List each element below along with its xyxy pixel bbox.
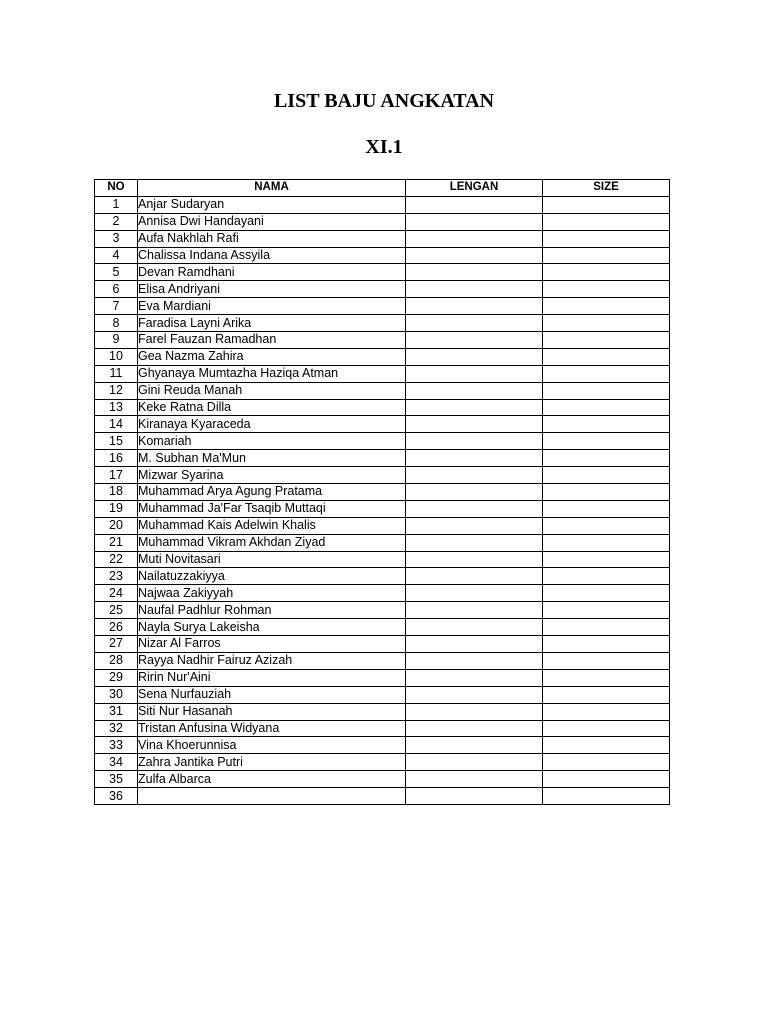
cell-nama: Gea Nazma Zahira bbox=[138, 348, 406, 365]
cell-nama: Ghyanaya Mumtazha Haziqa Atman bbox=[138, 365, 406, 382]
cell-no: 30 bbox=[95, 686, 138, 703]
roster-table bbox=[94, 179, 670, 805]
cell-nama: Kiranaya Kyaraceda bbox=[138, 416, 406, 433]
cell-nama: Muhammad Kais Adelwin Khalis bbox=[138, 517, 406, 534]
page-title: LIST BAJU ANGKATAN bbox=[273, 90, 495, 112]
cell-size bbox=[543, 652, 670, 669]
table-row bbox=[95, 281, 670, 298]
cell-nama: Ririn Nur'Aini bbox=[138, 669, 406, 686]
cell-size bbox=[543, 619, 670, 636]
cell-lengan bbox=[406, 264, 543, 281]
cell-lengan bbox=[406, 636, 543, 653]
cell-lengan bbox=[406, 467, 543, 484]
cell-no: 6 bbox=[95, 281, 138, 298]
cell-no: 27 bbox=[95, 636, 138, 653]
table-row bbox=[95, 551, 670, 568]
cell-nama: Nailatuzzakiyya bbox=[138, 568, 406, 585]
cell-size bbox=[543, 298, 670, 315]
cell-lengan bbox=[406, 534, 543, 551]
table-row bbox=[95, 196, 670, 213]
cell-nama: Mizwar Syarina bbox=[138, 467, 406, 484]
table-row bbox=[95, 298, 670, 315]
cell-lengan bbox=[406, 281, 543, 298]
cell-no: 10 bbox=[95, 348, 138, 365]
cell-size bbox=[543, 416, 670, 433]
cell-size bbox=[543, 517, 670, 534]
cell-no: 21 bbox=[95, 534, 138, 551]
table-row bbox=[95, 365, 670, 382]
cell-nama: Chalissa Indana Assyila bbox=[138, 247, 406, 264]
cell-size bbox=[543, 196, 670, 213]
cell-size bbox=[543, 585, 670, 602]
cell-no: 26 bbox=[95, 619, 138, 636]
cell-nama: Muhammad Vikram Akhdan Ziyad bbox=[138, 534, 406, 551]
cell-lengan bbox=[406, 517, 543, 534]
cell-nama: Zulfa Albarca bbox=[138, 771, 406, 788]
cell-no: 29 bbox=[95, 669, 138, 686]
table-row bbox=[95, 602, 670, 619]
cell-nama: Devan Ramdhani bbox=[138, 264, 406, 281]
table-row bbox=[95, 703, 670, 720]
cell-lengan bbox=[406, 247, 543, 264]
header-size: SIZE bbox=[543, 180, 670, 197]
cell-size bbox=[543, 382, 670, 399]
cell-nama: Eva Mardiani bbox=[138, 298, 406, 315]
table-row bbox=[95, 754, 670, 771]
cell-nama: Zahra Jantika Putri bbox=[138, 754, 406, 771]
cell-no: 7 bbox=[95, 298, 138, 315]
table-body bbox=[95, 196, 670, 804]
cell-no: 23 bbox=[95, 568, 138, 585]
class-subtitle: XI.1 bbox=[365, 136, 403, 158]
cell-no: 12 bbox=[95, 382, 138, 399]
cell-no: 5 bbox=[95, 264, 138, 281]
cell-nama: Elisa Andriyani bbox=[138, 281, 406, 298]
table-row bbox=[95, 484, 670, 501]
cell-lengan bbox=[406, 450, 543, 467]
cell-nama: Faradisa Layni Arika bbox=[138, 315, 406, 332]
cell-lengan bbox=[406, 382, 543, 399]
table-row bbox=[95, 247, 670, 264]
cell-nama: Aufa Nakhlah Rafi bbox=[138, 230, 406, 247]
cell-size bbox=[543, 703, 670, 720]
cell-size bbox=[543, 230, 670, 247]
cell-lengan bbox=[406, 754, 543, 771]
cell-lengan bbox=[406, 433, 543, 450]
cell-lengan bbox=[406, 652, 543, 669]
cell-no: 35 bbox=[95, 771, 138, 788]
cell-lengan bbox=[406, 230, 543, 247]
cell-nama: Muhammad Arya Agung Pratama bbox=[138, 484, 406, 501]
cell-lengan bbox=[406, 788, 543, 805]
cell-size bbox=[543, 433, 670, 450]
cell-no: 32 bbox=[95, 720, 138, 737]
cell-size bbox=[543, 332, 670, 349]
table-row bbox=[95, 315, 670, 332]
table-row bbox=[95, 636, 670, 653]
header-nama: NAMA bbox=[138, 180, 406, 197]
cell-nama: Nizar Al Farros bbox=[138, 636, 406, 653]
cell-no: 24 bbox=[95, 585, 138, 602]
table-row bbox=[95, 771, 670, 788]
cell-no: 1 bbox=[95, 196, 138, 213]
table-row bbox=[95, 568, 670, 585]
cell-nama: Farel Fauzan Ramadhan bbox=[138, 332, 406, 349]
cell-size bbox=[543, 568, 670, 585]
cell-nama: Muhammad Ja'Far Tsaqib Muttaqi bbox=[138, 500, 406, 517]
cell-size bbox=[543, 247, 670, 264]
table-row bbox=[95, 332, 670, 349]
table-row bbox=[95, 517, 670, 534]
cell-lengan bbox=[406, 737, 543, 754]
table-row bbox=[95, 737, 670, 754]
cell-lengan bbox=[406, 213, 543, 230]
cell-no: 19 bbox=[95, 500, 138, 517]
table-row bbox=[95, 585, 670, 602]
cell-size bbox=[543, 348, 670, 365]
table-row bbox=[95, 788, 670, 805]
cell-nama: Rayya Nadhir Fairuz Azizah bbox=[138, 652, 406, 669]
cell-lengan bbox=[406, 315, 543, 332]
cell-no: 13 bbox=[95, 399, 138, 416]
table-row bbox=[95, 348, 670, 365]
cell-nama bbox=[138, 788, 406, 805]
cell-lengan bbox=[406, 585, 543, 602]
cell-size bbox=[543, 264, 670, 281]
cell-lengan bbox=[406, 365, 543, 382]
table-row bbox=[95, 213, 670, 230]
cell-nama: M. Subhan Ma'Mun bbox=[138, 450, 406, 467]
cell-nama: Komariah bbox=[138, 433, 406, 450]
cell-lengan bbox=[406, 669, 543, 686]
cell-size bbox=[543, 602, 670, 619]
cell-nama: Anjar Sudaryan bbox=[138, 196, 406, 213]
cell-no: 22 bbox=[95, 551, 138, 568]
cell-nama: Sena Nurfauziah bbox=[138, 686, 406, 703]
cell-no: 4 bbox=[95, 247, 138, 264]
cell-no: 28 bbox=[95, 652, 138, 669]
table-row bbox=[95, 720, 670, 737]
table-row bbox=[95, 500, 670, 517]
cell-nama: Siti Nur Hasanah bbox=[138, 703, 406, 720]
table-row bbox=[95, 534, 670, 551]
table-header-row bbox=[95, 180, 670, 197]
table-row bbox=[95, 399, 670, 416]
cell-no: 9 bbox=[95, 332, 138, 349]
table-row bbox=[95, 416, 670, 433]
table-row bbox=[95, 467, 670, 484]
cell-no: 17 bbox=[95, 467, 138, 484]
cell-size bbox=[543, 551, 670, 568]
table-row bbox=[95, 433, 670, 450]
cell-no: 34 bbox=[95, 754, 138, 771]
cell-size bbox=[543, 399, 670, 416]
cell-no: 11 bbox=[95, 365, 138, 382]
cell-size bbox=[543, 365, 670, 382]
cell-nama: Annisa Dwi Handayani bbox=[138, 213, 406, 230]
cell-size bbox=[543, 484, 670, 501]
cell-nama: Nayla Surya Lakeisha bbox=[138, 619, 406, 636]
cell-no: 14 bbox=[95, 416, 138, 433]
cell-no: 20 bbox=[95, 517, 138, 534]
cell-size bbox=[543, 737, 670, 754]
table-row bbox=[95, 652, 670, 669]
cell-size bbox=[543, 500, 670, 517]
cell-size bbox=[543, 669, 670, 686]
cell-size bbox=[543, 754, 670, 771]
cell-no: 15 bbox=[95, 433, 138, 450]
cell-no: 18 bbox=[95, 484, 138, 501]
table-row bbox=[95, 230, 670, 247]
cell-size bbox=[543, 686, 670, 703]
cell-no: 2 bbox=[95, 213, 138, 230]
cell-no: 8 bbox=[95, 315, 138, 332]
cell-lengan bbox=[406, 771, 543, 788]
cell-lengan bbox=[406, 619, 543, 636]
cell-nama: Keke Ratna Dilla bbox=[138, 399, 406, 416]
cell-lengan bbox=[406, 686, 543, 703]
cell-lengan bbox=[406, 399, 543, 416]
cell-size bbox=[543, 213, 670, 230]
cell-nama: Vina Khoerunnisa bbox=[138, 737, 406, 754]
cell-lengan bbox=[406, 484, 543, 501]
table-row bbox=[95, 669, 670, 686]
cell-nama: Muti Novitasari bbox=[138, 551, 406, 568]
cell-size bbox=[543, 467, 670, 484]
cell-no: 31 bbox=[95, 703, 138, 720]
cell-size bbox=[543, 281, 670, 298]
cell-size bbox=[543, 788, 670, 805]
table-row bbox=[95, 264, 670, 281]
table-row bbox=[95, 382, 670, 399]
cell-lengan bbox=[406, 568, 543, 585]
cell-lengan bbox=[406, 298, 543, 315]
cell-lengan bbox=[406, 332, 543, 349]
cell-size bbox=[543, 315, 670, 332]
table-row bbox=[95, 686, 670, 703]
cell-lengan bbox=[406, 500, 543, 517]
table-row bbox=[95, 619, 670, 636]
cell-nama: Tristan Anfusina Widyana bbox=[138, 720, 406, 737]
cell-lengan bbox=[406, 416, 543, 433]
cell-nama: Najwaa Zakiyyah bbox=[138, 585, 406, 602]
cell-size bbox=[543, 534, 670, 551]
cell-nama: Gini Reuda Manah bbox=[138, 382, 406, 399]
header-no: NO bbox=[95, 180, 138, 197]
cell-lengan bbox=[406, 348, 543, 365]
cell-no: 3 bbox=[95, 230, 138, 247]
cell-nama: Naufal Padhlur Rohman bbox=[138, 602, 406, 619]
cell-size bbox=[543, 450, 670, 467]
cell-no: 36 bbox=[95, 788, 138, 805]
cell-size bbox=[543, 636, 670, 653]
cell-size bbox=[543, 771, 670, 788]
cell-lengan bbox=[406, 720, 543, 737]
table-row bbox=[95, 450, 670, 467]
cell-no: 33 bbox=[95, 737, 138, 754]
cell-lengan bbox=[406, 602, 543, 619]
cell-lengan bbox=[406, 551, 543, 568]
cell-no: 25 bbox=[95, 602, 138, 619]
header-lengan: LENGAN bbox=[406, 180, 543, 197]
cell-no: 16 bbox=[95, 450, 138, 467]
cell-lengan bbox=[406, 703, 543, 720]
cell-lengan bbox=[406, 196, 543, 213]
cell-size bbox=[543, 720, 670, 737]
